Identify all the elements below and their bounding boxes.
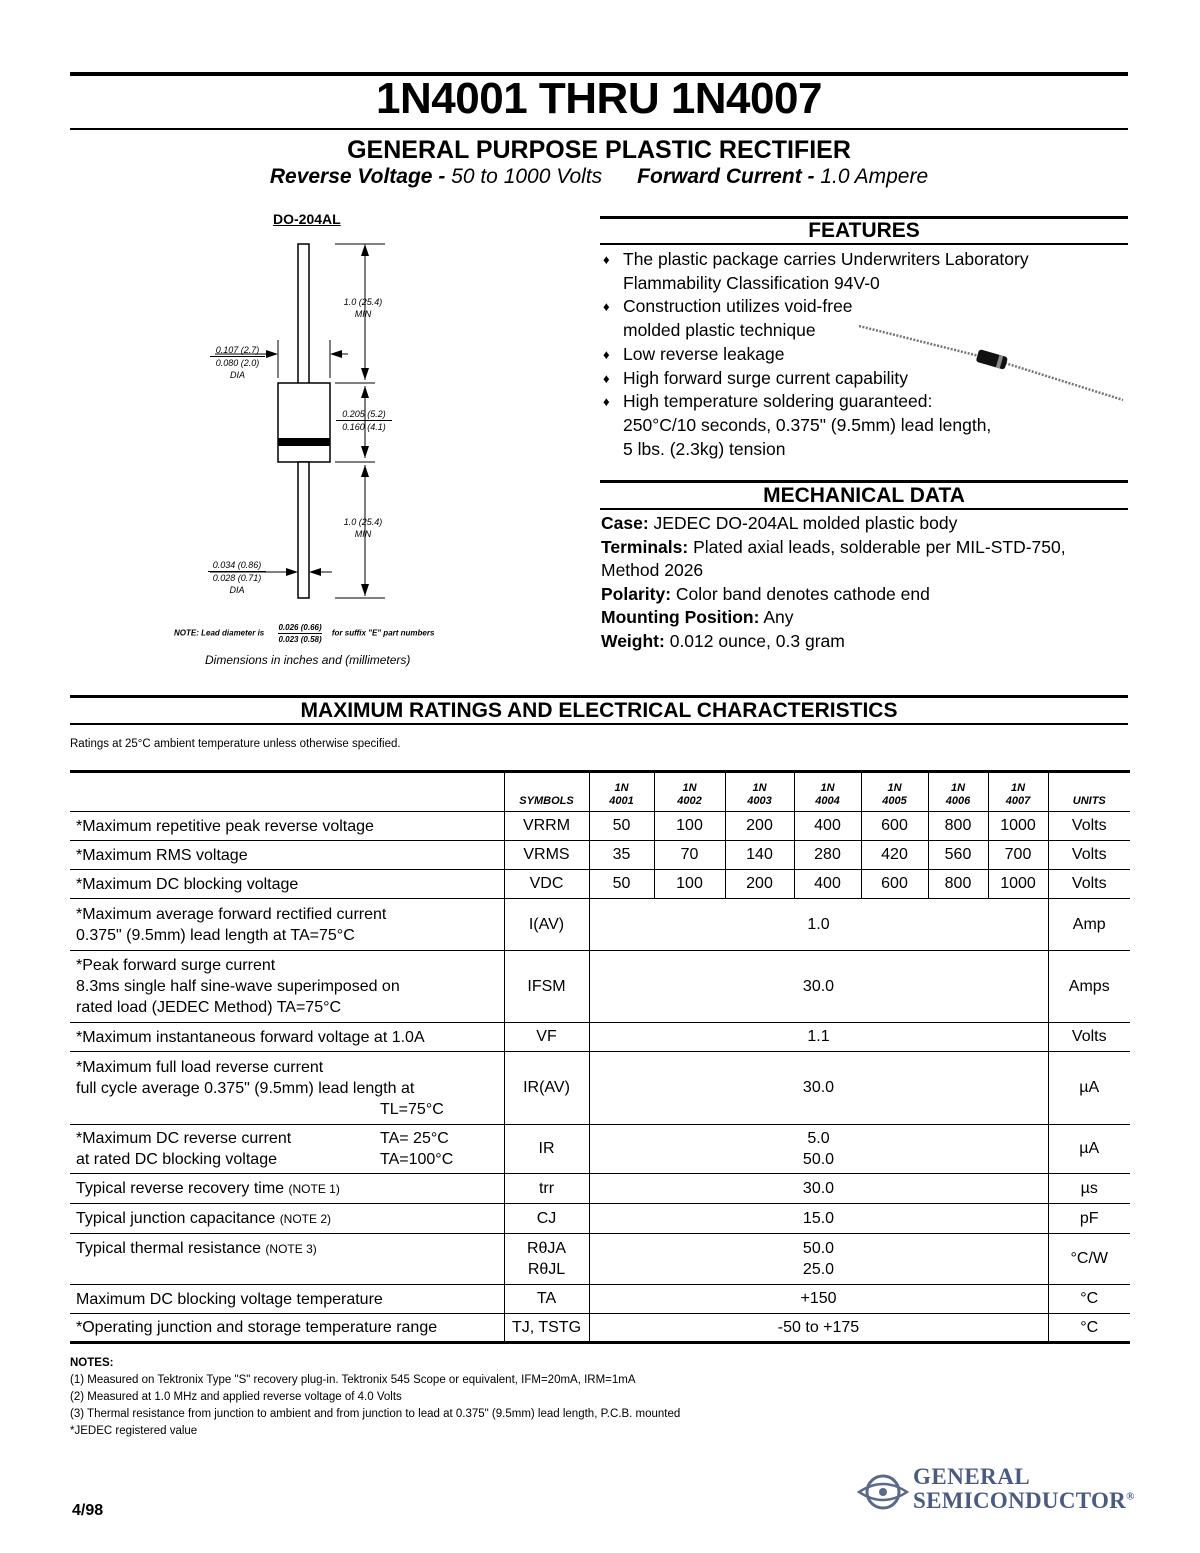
table-row <box>70 899 1130 951</box>
row-description-text: Typical reverse recovery time <box>76 1179 285 1197</box>
mech-polarity-label: Polarity: <box>601 583 672 604</box>
row-symbol <box>504 1234 589 1285</box>
feature-text: Flammability Classification 94V-0 <box>623 272 880 293</box>
page-title: 1N4001 THRU 1N4007 <box>376 74 822 123</box>
row-value: 1000 <box>988 812 1048 841</box>
row-description-text: Typical thermal resistance <box>76 1240 261 1257</box>
forward-current-label: Forward Current - <box>637 165 815 188</box>
row-unit: °C <box>1048 1285 1130 1314</box>
header-symbols: SYMBOLS <box>504 772 589 812</box>
mech-mounting-label: Mounting Position: <box>601 607 760 627</box>
mech-terminals-value: Plated axial leads, solderable per MIL-STD-750, <box>688 536 1066 557</box>
feature-text: ♦ Low reverse leakage <box>623 343 785 364</box>
mech-case-value: JEDEC DO-204AL molded plastic body <box>648 513 958 533</box>
row-value: 70 <box>654 841 725 870</box>
feature-text: ♦ Construction utilizes void-free <box>623 296 853 317</box>
company-name-line2 <box>913 1488 1135 1514</box>
row-symbol-line: RθJA <box>526 1240 567 1257</box>
row-symbol: IR <box>504 1125 589 1174</box>
header-part <box>725 772 794 812</box>
row-value: 800 <box>928 812 988 841</box>
row-value: 560 <box>928 841 988 870</box>
package-name: DO-204AL <box>273 211 341 227</box>
lead-length-bottom-min: MIN <box>354 529 372 539</box>
revision-date: 4/98 <box>72 1502 104 1519</box>
row-value-line: 5.0 <box>807 1130 830 1147</box>
row-unit: Amps <box>1048 951 1130 1023</box>
row-symbol: TA <box>504 1285 589 1314</box>
ratings-table <box>70 770 1130 1344</box>
row-value: 600 <box>861 812 928 841</box>
rating-summary <box>70 165 1128 189</box>
part-number: 4004 <box>815 795 840 807</box>
row-value <box>589 1125 1048 1174</box>
feature-text: 250°C/10 seconds, 0.375" (9.5mm) lead length, <box>623 414 992 435</box>
lead-note-min: 0.023 (0.58) <box>278 635 322 644</box>
row-unit: °C <box>1048 1314 1130 1343</box>
row-value: 30.0 <box>589 1052 1048 1125</box>
company-name-text: SEMICONDUCTOR <box>913 1488 1127 1513</box>
row-value-line: 25.0 <box>802 1261 835 1278</box>
mech-polarity <box>601 583 1131 607</box>
company-logo <box>855 1462 1135 1522</box>
part-prefix: 1N <box>682 782 697 794</box>
row-description <box>70 951 504 1023</box>
feature-text: molded plastic technique <box>623 320 816 341</box>
table-row <box>70 951 1130 1023</box>
feature-text: ♦ The plastic package carries Underwriters Laboratory <box>623 249 1029 269</box>
row-value: -50 to +175 <box>589 1314 1048 1343</box>
row-unit: Amp <box>1048 899 1130 951</box>
row-note-ref: (NOTE 2) <box>279 1211 332 1226</box>
row-value <box>589 1234 1048 1285</box>
row-description <box>70 1174 504 1204</box>
note-item: (2) Measured at 1.0 MHz and applied reverse voltage of 4.0 Volts <box>70 1391 402 1403</box>
mech-data-list <box>601 512 1131 653</box>
row-unit: Volts <box>1048 1023 1130 1052</box>
row-symbol: TJ, TSTG <box>504 1314 589 1343</box>
row-symbol: trr <box>504 1174 589 1204</box>
row-symbol: VDC <box>504 870 589 899</box>
row-description: *Maximum instantaneous forward voltage at 1.0A <box>70 1023 504 1052</box>
table-row <box>70 1174 1130 1204</box>
feature-item <box>603 248 1103 295</box>
feature-text: ♦ High temperature soldering guaranteed: <box>623 391 933 412</box>
lead-note <box>174 622 434 645</box>
table-row <box>70 1125 1130 1174</box>
mech-heading: MECHANICAL DATA <box>763 484 965 507</box>
row-value-line: 50.0 <box>802 1151 835 1168</box>
part-prefix: 1N <box>752 782 767 794</box>
row-value: +150 <box>589 1285 1048 1314</box>
body-len-max: 0.205 (5.2) <box>336 408 392 421</box>
row-description: Maximum DC blocking voltage temperature <box>70 1285 504 1314</box>
table-row <box>70 1234 1130 1285</box>
row-description-line <box>76 1149 500 1170</box>
row-value: 700 <box>988 841 1048 870</box>
row-symbol: I(AV) <box>504 899 589 951</box>
notes-heading: NOTES: <box>70 1357 114 1369</box>
feature-text: ♦ High forward surge current capability <box>623 367 908 388</box>
row-value: 280 <box>794 841 861 870</box>
row-value: 400 <box>794 870 861 899</box>
header-part <box>928 772 988 812</box>
note-item: (1) Measured on Tektronix Type "S" recovery plug-in. Tektronix 545 Scope or equivalent, IFM=20mA, IRM=1mA <box>70 1374 636 1386</box>
title-rule <box>70 128 1128 130</box>
row-value: 50 <box>589 812 654 841</box>
row-description-line: 8.3ms single half sine-wave superimposed on <box>76 978 400 995</box>
row-symbol: VRMS <box>504 841 589 870</box>
row-value: 50 <box>589 870 654 899</box>
row-unit: µA <box>1048 1052 1130 1125</box>
row-description-line <box>76 1128 500 1149</box>
row-unit: µs <box>1048 1174 1130 1204</box>
part-number: 4003 <box>747 795 772 807</box>
lead-note-prefix: NOTE: Lead diameter is <box>174 628 265 638</box>
part-prefix: 1N <box>1010 782 1026 794</box>
mech-polarity-value: Color band denotes cathode end <box>671 583 930 604</box>
part-prefix: 1N <box>950 782 966 794</box>
row-description: *Maximum repetitive peak reverse voltage <box>70 812 504 841</box>
table-row <box>70 1052 1130 1125</box>
part-number: 4006 <box>945 795 971 807</box>
lead-length-bottom-value: 1.0 (25.4) <box>343 517 383 527</box>
part-prefix: 1N <box>614 782 629 794</box>
part-number: 4007 <box>1005 795 1031 807</box>
row-value: 200 <box>725 870 794 899</box>
lead-length-top-value: 1.0 (25.4) <box>343 297 383 307</box>
row-value: 600 <box>861 870 928 899</box>
row-value: 420 <box>861 841 928 870</box>
row-description-text: *Maximum DC reverse current <box>76 1130 292 1147</box>
part-number: 4005 <box>882 795 907 807</box>
ratings-heading: MAXIMUM RATINGS AND ELECTRICAL CHARACTERISTICS <box>300 699 898 722</box>
part-number: 4002 <box>677 795 702 807</box>
lead-dia-min: 0.028 (0.71) <box>212 573 262 583</box>
mech-case <box>601 512 1131 536</box>
page-subtitle: GENERAL PURPOSE PLASTIC RECTIFIER <box>347 136 851 164</box>
table-row <box>70 1314 1130 1343</box>
row-note-ref: (NOTE 1) <box>288 1181 340 1196</box>
row-value: 30.0 <box>589 951 1048 1023</box>
mech-terminals <box>601 536 1131 560</box>
mech-terminals-label: Terminals: <box>601 536 689 557</box>
row-value: 100 <box>654 870 725 899</box>
mech-terminals-value-2: Method 2026 <box>601 560 704 580</box>
lead-length-bottom-label <box>335 516 391 540</box>
header-part <box>589 772 654 812</box>
registered-mark: ® <box>1126 1490 1135 1503</box>
row-description: *Maximum RMS voltage <box>70 841 504 870</box>
header-units: UNITS <box>1048 772 1130 812</box>
row-unit: Volts <box>1048 870 1130 899</box>
row-description-line: 0.375" (9.5mm) lead length at TA=75°C <box>76 926 355 944</box>
lead-diameter-label <box>208 559 266 596</box>
notes-section <box>70 1355 680 1440</box>
row-symbol: VF <box>504 1023 589 1052</box>
body-length-label <box>336 408 392 433</box>
header-blank <box>70 772 504 812</box>
row-description: *Operating junction and storage temperature range <box>70 1314 504 1343</box>
company-logo-icon <box>855 1468 911 1516</box>
features-rule-bottom <box>600 243 1128 245</box>
body-dia-min: 0.080 (2.0) <box>215 358 260 368</box>
body-dia-max: 0.107 (2.7) <box>210 344 265 357</box>
row-unit: µA <box>1048 1125 1130 1174</box>
row-unit: Volts <box>1048 812 1130 841</box>
row-description-line: full cycle average 0.375" (9.5mm) lead length at <box>76 1079 415 1097</box>
row-value-line: 50.0 <box>802 1240 835 1257</box>
row-value: 800 <box>928 870 988 899</box>
row-unit: °C/W <box>1048 1234 1130 1285</box>
row-unit: pF <box>1048 1204 1130 1234</box>
header-part <box>861 772 928 812</box>
row-description <box>70 899 504 951</box>
header-part <box>654 772 725 812</box>
row-condition: TA= 25°C <box>380 1130 449 1147</box>
row-symbol: IFSM <box>504 951 589 1023</box>
diode-photo <box>855 318 1127 408</box>
lead-length-top-label <box>335 296 391 320</box>
row-unit: Volts <box>1048 841 1130 870</box>
lead-length-top-min: MIN <box>354 309 372 319</box>
table-row <box>70 870 1130 899</box>
body-diameter-label <box>210 344 265 381</box>
row-value: 100 <box>654 812 725 841</box>
mech-mounting-value: Any <box>759 607 794 627</box>
row-value: 140 <box>725 841 794 870</box>
row-description-line: *Peak forward surge current <box>76 957 276 974</box>
dimensions-caption: Dimensions in inches and (millimeters) <box>205 653 411 667</box>
company-name-line1: GENERAL <box>913 1464 1031 1489</box>
row-symbol: VRRM <box>504 812 589 841</box>
lead-note-suffix: for suffix "E" part numbers <box>331 628 435 638</box>
row-description <box>70 1052 504 1125</box>
header-part <box>988 772 1048 812</box>
row-description-line: rated load (JEDEC Method) TA=75°C <box>76 999 342 1016</box>
mech-rule-bottom <box>600 508 1128 510</box>
row-description-text: at rated DC blocking voltage <box>76 1151 277 1168</box>
row-value: 200 <box>725 812 794 841</box>
ratings-subnote: Ratings at 25°C ambient temperature unless otherwise specified. <box>70 738 401 750</box>
note-item: (3) Thermal resistance from junction to ambient and from junction to lead at 0.375" (9.5mm) lead length, P.C.B. mounted <box>70 1408 681 1420</box>
part-prefix: 1N <box>820 782 835 794</box>
row-value: 30.0 <box>589 1174 1048 1204</box>
row-description <box>70 1234 504 1285</box>
row-value: 15.0 <box>589 1204 1048 1234</box>
row-value: 35 <box>589 841 654 870</box>
row-description-line: TL=75°C <box>380 1100 444 1118</box>
feature-text: 5 lbs. (2.3kg) tension <box>623 438 786 459</box>
part-number: 4001 <box>609 795 634 807</box>
row-description <box>70 1125 504 1174</box>
lead-note-max: 0.026 (0.66) <box>278 623 322 632</box>
ratings-rule-top <box>70 695 1128 698</box>
mech-case-label: Case: <box>601 513 649 533</box>
table-row <box>70 1204 1130 1234</box>
lead-dia-label: DIA <box>229 585 245 595</box>
lead-dia-max: 0.034 (0.86) <box>208 559 266 572</box>
row-value: 1.1 <box>589 1023 1048 1052</box>
row-symbol-line: RθJL <box>527 1261 566 1278</box>
reverse-voltage-value: 50 to 1000 Volts <box>451 165 603 188</box>
row-note-ref: (NOTE 3) <box>265 1242 317 1256</box>
row-description <box>70 1204 504 1234</box>
table-row <box>70 1023 1130 1052</box>
mech-rule-top <box>600 480 1128 483</box>
body-dia-label: DIA <box>229 370 245 380</box>
forward-current-value: 1.0 Ampere <box>820 165 929 188</box>
row-value: 400 <box>794 812 861 841</box>
features-heading: FEATURES <box>808 219 920 242</box>
mech-weight-value: 0.012 ounce, 0.3 gram <box>664 630 845 651</box>
row-value: 1.0 <box>589 899 1048 951</box>
lead-note-fraction <box>278 622 321 645</box>
row-description-line: *Maximum full load reverse current <box>76 1058 324 1076</box>
row-description-line: *Maximum average forward rectified current <box>76 905 387 923</box>
body-len-min: 0.160 (4.1) <box>342 422 386 432</box>
ratings-rule-bottom <box>70 723 1128 725</box>
table-row <box>70 841 1130 870</box>
header-part <box>794 772 861 812</box>
row-value: 1000 <box>988 870 1048 899</box>
row-description: *Maximum DC blocking voltage <box>70 870 504 899</box>
mech-weight <box>601 630 1131 654</box>
row-condition: TA=100°C <box>380 1151 454 1168</box>
table-row <box>70 1285 1130 1314</box>
row-symbol: CJ <box>504 1204 589 1234</box>
mech-weight-label: Weight: <box>601 630 665 651</box>
table-row <box>70 812 1130 841</box>
row-symbol: IR(AV) <box>504 1052 589 1125</box>
mech-mounting <box>601 606 1131 630</box>
row-description-text: Typical junction capacitance <box>76 1209 276 1227</box>
note-item: *JEDEC registered value <box>70 1425 198 1437</box>
reverse-voltage-label: Reverse Voltage - <box>269 165 446 188</box>
table-header-row <box>70 772 1130 812</box>
part-prefix: 1N <box>887 782 902 794</box>
